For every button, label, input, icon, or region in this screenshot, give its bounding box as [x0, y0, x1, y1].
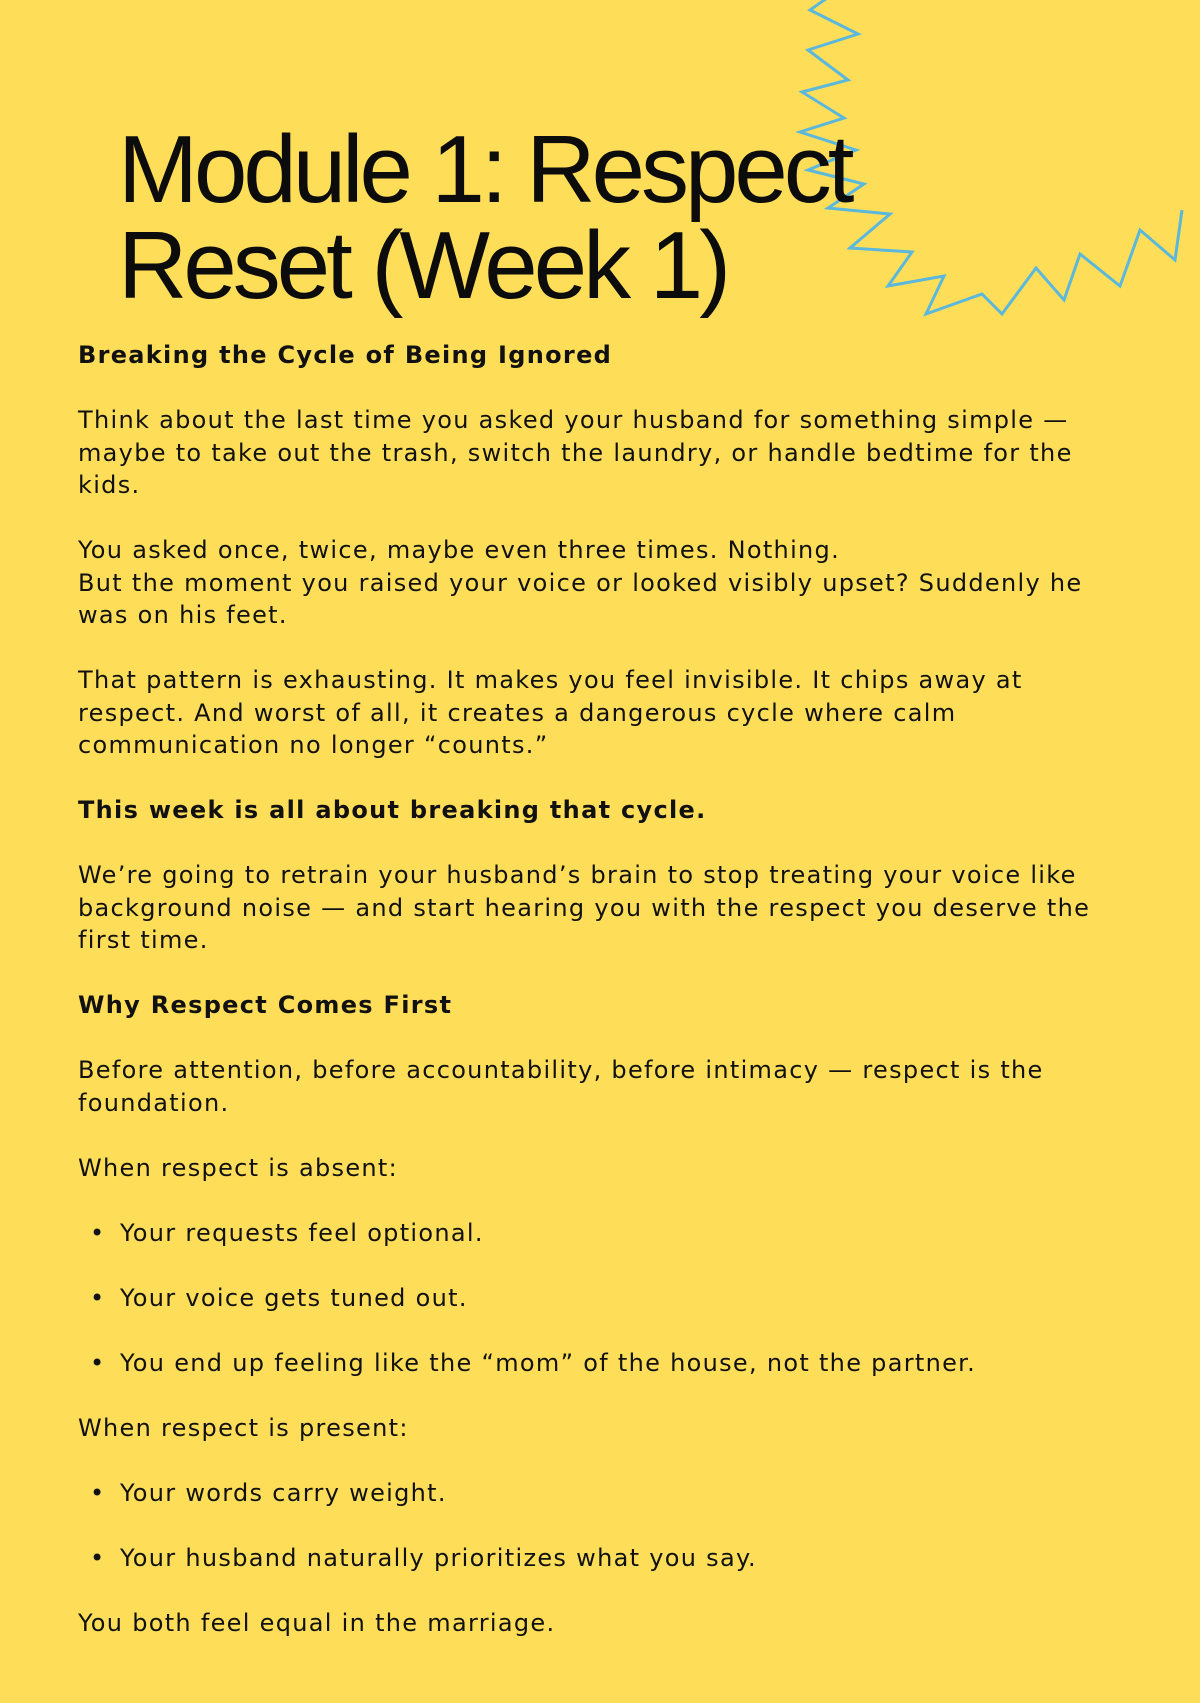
emphasis-statement: This week is all about breaking that cycle. [78, 796, 707, 824]
list-present [78, 1477, 1118, 1575]
list-intro-absent: When respect is absent: [78, 1153, 399, 1182]
list-item [78, 1542, 1118, 1575]
paragraph-raised-voice: But the moment you raised your voice or looked visibly upset? Suddenly he was on his feet. [78, 568, 1083, 629]
bullet-icon: • [90, 1283, 106, 1312]
paragraph-foundation: Before attention, before accountability, before intimacy — respect is the foundation. [78, 1056, 1044, 1117]
list-item-text: Your husband naturally prioritizes what you say. [120, 1543, 757, 1572]
bullet-icon: • [90, 1543, 106, 1572]
title-line-1: Module 1: Respect [118, 116, 851, 223]
bullet-icon: • [90, 1478, 106, 1507]
bullet-icon: • [90, 1218, 106, 1247]
list-item-text: Your voice gets tuned out. [120, 1283, 468, 1312]
list-item [78, 1477, 1118, 1510]
paragraph-asked-once: You asked once, twice, maybe even three times. Nothing. [78, 536, 841, 564]
title-line-2: Reset (Week 1) [118, 212, 728, 319]
list-absent [78, 1217, 1118, 1380]
paragraph-pattern: That pattern is exhausting. It makes you feel invisible. It chips away at respect. And worst of all, it creates a dangerous cycle where calm communication no longer “counts.” [78, 666, 1023, 759]
list-item [78, 1282, 1118, 1315]
section-heading-breaking-cycle: Breaking the Cycle of Being Ignored [78, 341, 613, 369]
paragraph-retrain: We’re going to retrain your husband’s brain to stop treating your voice like background noise — and start hearing you with the respect you deserve the first time. [78, 861, 1091, 954]
list-item-text: Your words carry weight. [120, 1478, 447, 1507]
list-item [78, 1217, 1118, 1250]
page-title [118, 116, 851, 319]
list-item-text: Your requests feel optional. [120, 1218, 484, 1247]
list-intro-present: When respect is present: [78, 1413, 409, 1442]
article-body [78, 339, 1118, 1639]
bullet-icon: • [90, 1348, 106, 1377]
paragraph-last-time: Think about the last time you asked your husband for something simple — maybe to take out the trash, switch the laundry, or handle bedtime for the kids. [78, 406, 1073, 499]
list-item [78, 1347, 1118, 1380]
closing-statement: You both feel equal in the marriage. [78, 1608, 556, 1637]
list-item-text: You end up feeling like the “mom” of the house, not the partner. [120, 1348, 977, 1377]
section-heading-why-respect: Why Respect Comes First [78, 991, 453, 1019]
